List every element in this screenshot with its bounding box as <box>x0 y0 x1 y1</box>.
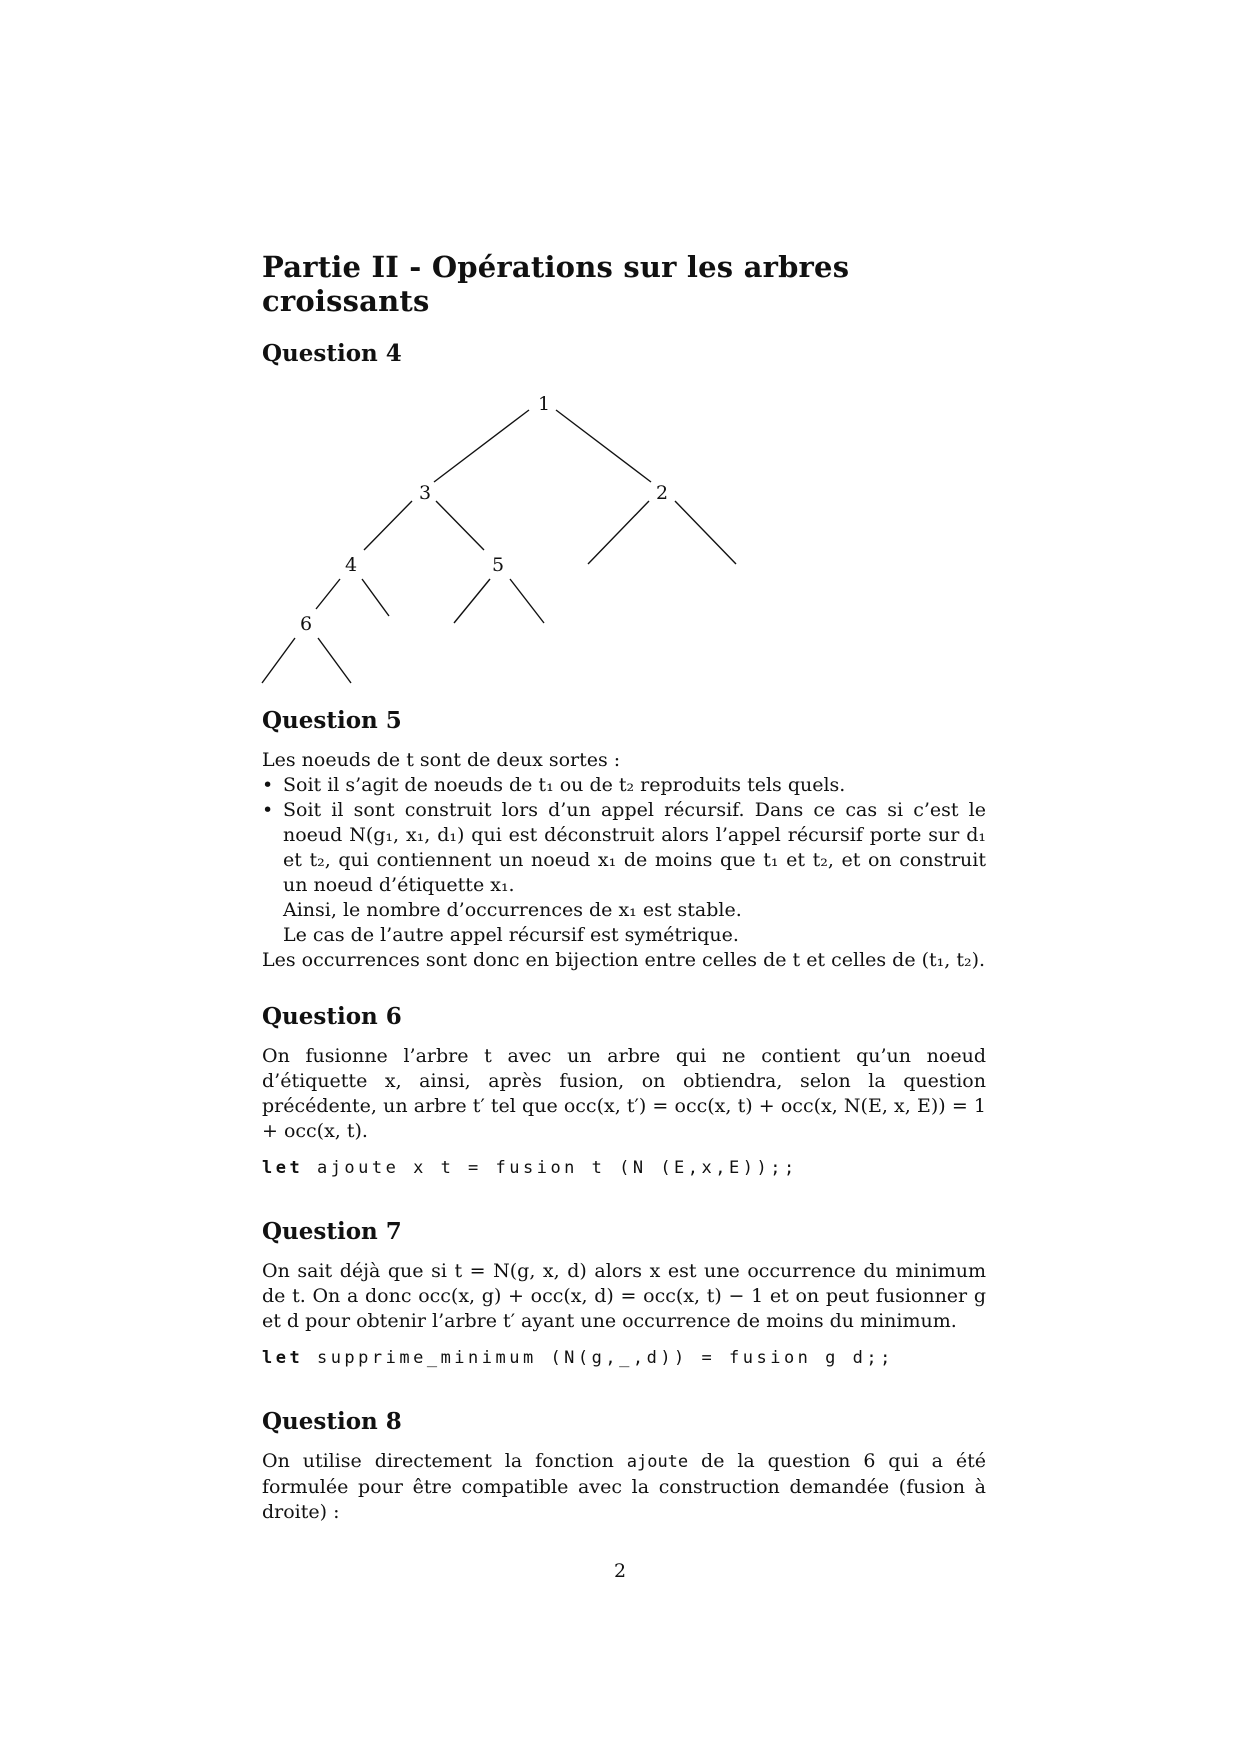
edge-1-3 <box>434 410 529 482</box>
q5-bullet-1 <box>262 773 986 798</box>
q5-bullet-2-text: Soit il sont construit lors d’un appel récursif. Dans ce cas si c’est le noeud N(g₁, x₁, d₁) qui est déconstruit alors l’appel récursif porte sur d₁ et t₂, qui contiennent un noeud x₁ de moins que t₁ et t₂, et on construit un noeud d’étiquette x₁. <box>283 799 986 896</box>
q5-intro: Les noeuds de t sont de deux sortes : <box>262 749 621 771</box>
q5-bullet-2 <box>262 798 986 948</box>
q6-code-keyword: let <box>262 1158 304 1178</box>
edge-2-left <box>588 501 649 564</box>
edge-1-2 <box>556 410 651 482</box>
question-4-heading: Question 4 <box>262 340 402 367</box>
q6-text: On fusionne l’arbre t avec un arbre qui ne contient qu’un noeud d’étiquette x, ainsi, après fusion, on obtiendra, selon la question précédente, un arbre t′ tel que occ(x, t′) = occ(x, t) + occ(x, N(E, x, E)) = 1 + occ(x, t). <box>262 1045 986 1142</box>
tree-node-3: 3 <box>418 482 432 504</box>
edge-6-right <box>318 638 351 683</box>
q7-text: On sait déjà que si t = N(g, x, d) alors x est une occurrence du minimum de t. On a donc occ(x, g) + occ(x, d) = occ(x, t) − 1 et on peut fusionner g et d pour obtenir l’arbre t′ ayant une occurrence de moins du minimum. <box>262 1260 986 1332</box>
q8-code-word: ajoute <box>626 1452 689 1472</box>
edge-3-5 <box>436 501 484 550</box>
edge-4-right <box>362 579 389 616</box>
question-6-heading: Question 6 <box>262 1003 402 1030</box>
q5-bullet-2-line3: Le cas de l’autre appel récursif est symétrique. <box>283 924 739 946</box>
question-7-heading: Question 7 <box>262 1218 402 1245</box>
bullet-icon: • <box>262 799 274 821</box>
edge-3-4 <box>364 501 412 550</box>
q5-bullet-2-line2: Ainsi, le nombre d’occurrences de x₁ est stable. <box>283 899 742 921</box>
tree-node-2: 2 <box>655 482 669 504</box>
q7-code <box>262 1348 986 1368</box>
edge-5-left <box>454 579 490 623</box>
q5-conclusion: Les occurrences sont donc en bijection entre celles de t et celles de (t₁, t₂). <box>262 949 986 971</box>
q8-text <box>262 1449 986 1525</box>
question-8-heading: Question 8 <box>262 1408 402 1435</box>
q6-code <box>262 1158 986 1178</box>
tree-node-5: 5 <box>491 554 505 576</box>
page-content <box>262 250 986 1525</box>
tree-diagram <box>262 381 986 693</box>
tree-node-6: 6 <box>299 613 313 635</box>
part-title: Partie II - Opérations sur les arbres croissants <box>262 250 850 318</box>
tree-svg <box>0 36 1240 736</box>
q8-text-after: de la question 6 qui a été formulée pour être compatible avec la construction demandée (fusion à droite) : <box>262 1450 987 1523</box>
edge-4-6 <box>316 579 340 609</box>
q5-bullet-1-text: Soit il s’agit de noeuds de t₁ ou de t₂ reproduits tels quels. <box>283 774 846 796</box>
page-number: 2 <box>613 1560 627 1582</box>
edge-2-right <box>675 501 736 564</box>
q6-code-body: ajoute x t = fusion t (N (E,x,E));; <box>303 1158 798 1178</box>
tree-node-4: 4 <box>344 554 358 576</box>
edge-5-right <box>510 579 544 623</box>
q7-code-keyword: let <box>262 1348 304 1368</box>
q7-code-body: supprime_minimum (N(g,_,d)) = fusion g d;; <box>303 1348 894 1368</box>
q5-bullet-list <box>262 773 986 948</box>
q8-text-before: On utilise directement la fonction <box>262 1450 627 1472</box>
edge-6-left <box>262 638 295 683</box>
bullet-icon: • <box>262 774 274 796</box>
tree-node-1: 1 <box>537 393 551 415</box>
question-5-heading: Question 5 <box>262 707 402 734</box>
